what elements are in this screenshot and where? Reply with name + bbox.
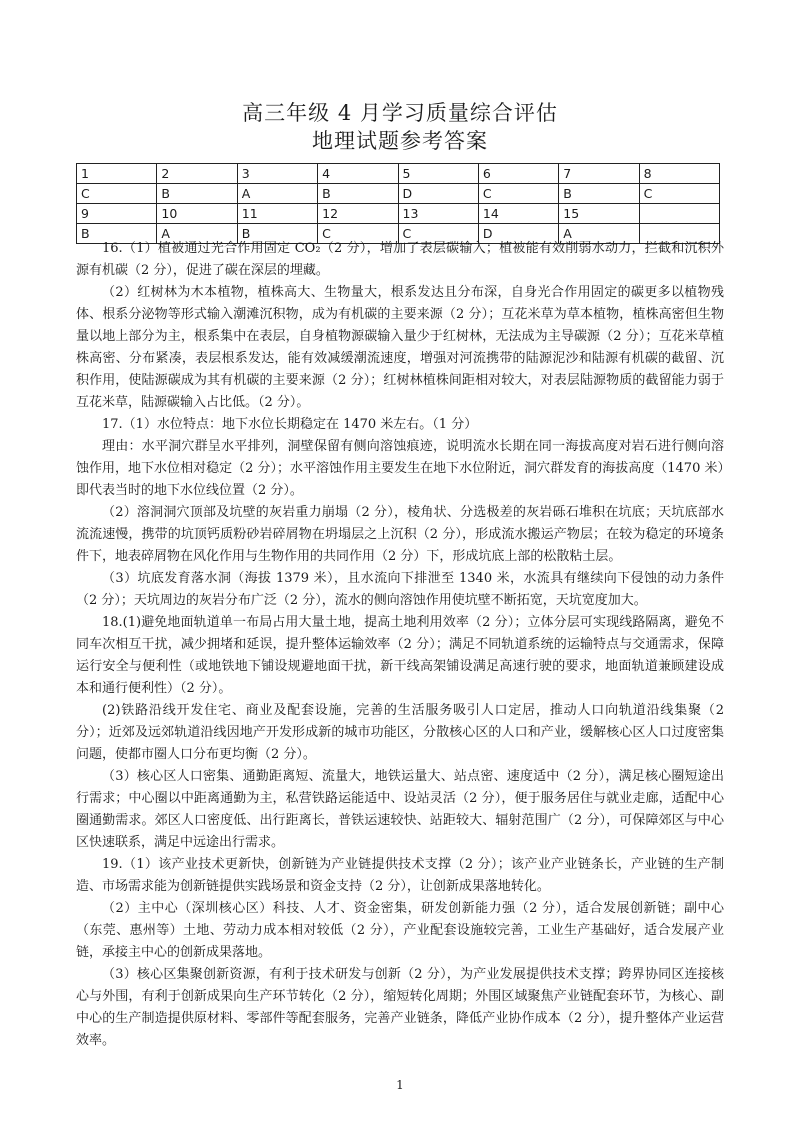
paragraph-18-3: （3）核心区人口密集、通勤距离短、流量大，地铁运量大、站点密、速度适中（2 分），满足核心圈短途出行需求；中心圈以中距离通勤为主，私营铁路运能适中、设站灵活（2 分），便于服务居住与就业走廊，适配中心圈通勤需求。郊区人口密度低、出行距离长，普铁运速较快、站距较大、辐射范围广（2 分），可保障郊区与中心区快速联系，满足中远途出行需求。 [76, 769, 724, 850]
answer-table-cell: C [398, 224, 478, 244]
answer-table-cell: 10 [157, 204, 237, 224]
answer-table-cell: B [157, 184, 237, 204]
paragraph-17-3: （3）坑底发育落水洞（海拔 1379 米），且水流向下排泄至 1340 米，水流具有继续向下侵蚀的动力条件（2 分）；天坑周边的灰岩分布广泛（2 分），流水的侧向溶蚀作用使坑壁不断拓宽，天坑宽度加大。 [76, 571, 724, 608]
paragraph-17-1-reason: 理由：水平洞穴群呈水平排列，洞壁保留有侧向溶蚀痕迹，说明流水长期在同一海拔高度对岩石进行侧向溶蚀作用，地下水位相对稳定（2 分）；水平溶蚀作用主要发生在地下水位附近，洞穴群发育的海拔高度（1470 米）即代表当时的地下水位线位置（2 分）。 [76, 439, 724, 498]
answer-table-cell: A [559, 224, 639, 244]
answer-table-cell: A [157, 224, 237, 244]
paragraph-18-2: (2)铁路沿线开发住宅、商业及配套设施，完善的生活服务吸引人口定居，推动人口向轨道沿线集聚（2 分）；近郊及远郊轨道沿线因地产开发形成新的城市功能区，分散核心区的人口和产业，缓解核心区人口过度密集问题，使都市圈人口分布更均衡（2 分）。 [76, 703, 724, 762]
answer-table-cell: D [398, 184, 478, 204]
answer-table-cell: C [478, 184, 558, 204]
answer-table-cell: A [237, 184, 317, 204]
page-title: 高三年级 4 月学习质量综合评估 [242, 101, 558, 125]
paragraph-16-1: 16.（1）植被通过光合作用固定 CO₂（2 分），增加了表层碳输入；植被能有效削弱水动力，拦截和沉积外源有机碳（2 分），促进了碳在深层的埋藏。 [76, 241, 724, 278]
answer-table-cell: B [318, 184, 398, 204]
paragraph-19-3: （3）核心区集聚创新资源，有利于技术研发与创新（2 分），为产业发展提供技术支撑；跨界协同区连接核心与外围，有利于创新成果向生产环节转化（2 分），缩短转化周期；外围区域聚焦产业链配套环节，为核心、副中心的生产制造提供原材料、零部件等配套服务，完善产业链条，降低产业协作成本（2 分），提升整体产业运营效率。 [76, 967, 724, 1048]
answer-table-cell: C [639, 184, 719, 204]
answer-table-cell: 12 [318, 204, 398, 224]
answer-text [76, 238, 724, 1052]
answer-table-cell: 1 [77, 164, 157, 184]
answer-table-cell: 9 [77, 204, 157, 224]
answer-table-cell: B [237, 224, 317, 244]
answer-table-cell: C [77, 184, 157, 204]
page-number: 1 [396, 1078, 404, 1092]
answer-table-cell: C [318, 224, 398, 244]
paragraph-18-1: 18.(1)避免地面轨道单一布局占用大量土地，提高土地利用效率（2 分）；立体分层可实现线路隔离，避免不同车次相互干扰，减少拥堵和延误，提升整体运输效率（2 分）；满足不同轨道系统的运输特点与交通需求，保障运行安全与便利性（或地铁地下铺设规避地面干扰，新干线高架铺设满足高速行驶的要求，地面轨道兼顾建设成本和通行便利性）（2 分）。 [76, 615, 724, 696]
answer-table-cell [639, 204, 719, 224]
answer-table-cell: 11 [237, 204, 317, 224]
answer-table-cell: 3 [237, 164, 317, 184]
answer-table-cell: D [478, 224, 558, 244]
paragraph-17-1: 17.（1）水位特点：地下水位长期稳定在 1470 米左右。（1 分） [102, 417, 478, 432]
answer-table-cell: 13 [398, 204, 478, 224]
answer-table-row [77, 164, 720, 184]
answer-table-cell: 15 [559, 204, 639, 224]
answer-table-cell: 14 [478, 204, 558, 224]
answer-table-cell: 8 [639, 164, 719, 184]
page-subtitle: 地理试题参考答案 [312, 129, 488, 153]
answer-table-cell: 7 [559, 164, 639, 184]
answer-table-cell: 6 [478, 164, 558, 184]
answer-table-cell: 5 [398, 164, 478, 184]
paragraph-19-2: （2）主中心（深圳核心区）科技、人才、资金密集，研发创新能力强（2 分），适合发展创新链；副中心（东莞、惠州等）土地、劳动力成本相对较低（2 分），产业配套设施较完善，工业生产基础好，适合发展产业链，承接主中心的创新成果落地。 [76, 901, 724, 960]
answer-table-cell: 2 [157, 164, 237, 184]
paragraph-16-2: （2）红树林为木本植物，植株高大、生物量大，根系发达且分布深，自身光合作用固定的碳更多以植物残体、根系分泌物等形式输入潮滩沉积物，成为有机碳的主要来源（2 分）；互花米草为草本植物，植株高密但生物量以地上部分为主，根系集中在表层，自身植物源碳输入量少于红树林，无法成为主导碳源（2 分）；互花米草植株高密、分布紧凑，表层根系发达，能有效减缓潮流速度，增强对河流携带的陆源泥沙和陆源有机碳的截留、沉积作用，使陆源碳成为其有机碳的主要来源（2 分）；红树林植株间距相对较大，对表层陆源物质的截留能力弱于互花米草，陆源碳输入占比低。（2 分）。 [76, 285, 724, 410]
answer-table-cell: B [77, 224, 157, 244]
answer-table-cell: B [559, 184, 639, 204]
paragraph-17-2: （2）溶洞洞穴顶部及坑壁的灰岩重力崩塌（2 分），棱角状、分选极差的灰岩砾石堆积在坑底；天坑底部水流流速慢，携带的坑顶钙质粉砂岩碎屑物在坍塌层之上沉积（2 分），形成流水搬运产物层；在较为稳定的环境条件下，地表碎屑物在风化作用与生物作用的共同作用（2 分）下，形成坑底上部的松散粘土层。 [76, 505, 724, 564]
paragraph-19-1: 19.（1）该产业技术更新快，创新链为产业链提供技术支撑（2 分）；该产业产业链条长，产业链的生产制造、市场需求能为创新链提供实践场景和资金支持（2 分），让创新成果落地转化。 [76, 857, 724, 894]
answer-key-table [76, 163, 720, 244]
answer-table-cell: 4 [318, 164, 398, 184]
answer-table-row [77, 204, 720, 224]
answer-table-row [77, 184, 720, 204]
